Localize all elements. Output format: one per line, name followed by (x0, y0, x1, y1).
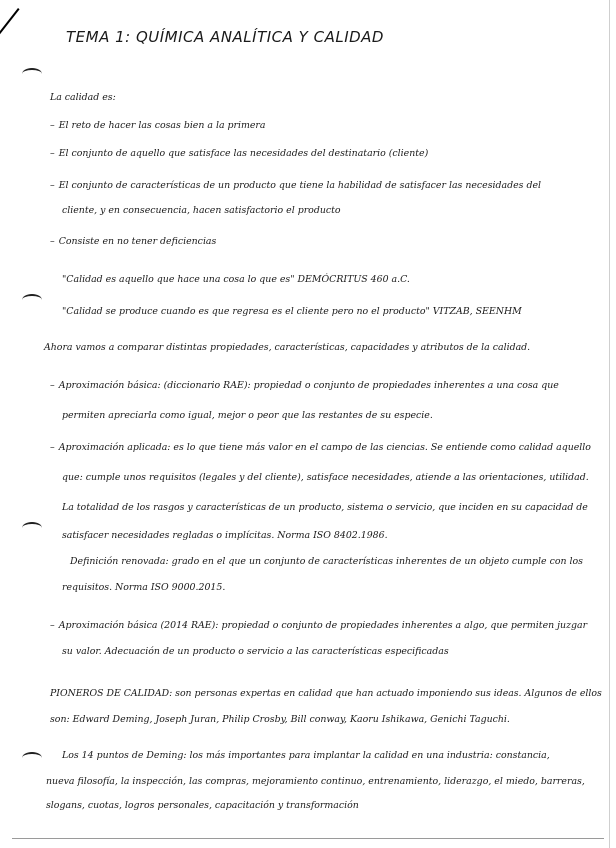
quote: "Calidad es aquello que hace una cosa lo que es" DEMÓCRITUS 460 a.C. (62, 274, 410, 285)
list-item-text: Aproximación básica (2014 RAE): propiedad o conjunto de propiedades inherentes a algo, que permiten juzgar (58, 620, 588, 631)
list-item-text: Consiste en no tener deficiencias (58, 236, 217, 247)
paragraph: slogans, cuotas, logros personales, capacitación y transformación (46, 800, 359, 811)
binder-hole-mark (22, 68, 42, 80)
list-item: – Aproximación aplicada: es lo que tiene más valor en el campo de las ciencias. Se entiende como calidad aquello (50, 442, 591, 453)
binder-hole-mark (22, 522, 42, 534)
paragraph: Ahora vamos a comparar distintas propiedades, características, capacidades y atributos de la calidad. (44, 342, 531, 353)
list-item: – El conjunto de aquello que satisface las necesidades del destinatario (cliente) (50, 148, 429, 159)
list-item-continuation: satisfacer necesidades regladas o implícitas. Norma ISO 8402.1986. (62, 530, 388, 541)
list-item-continuation: que: cumple unos requisitos (legales y del cliente), satisface necesidades, atiende a las orientaciones, utilidad. (62, 472, 589, 483)
quote: "Calidad se produce cuando es que regresa es el cliente pero no el producto" VITZAB, SEENHM (62, 306, 522, 317)
binder-hole-mark (22, 752, 42, 764)
list-item: – Aproximación básica (2014 RAE): propiedad o conjunto de propiedades inherentes a algo, que permiten juzgar (50, 620, 588, 631)
intro-text: La calidad es: (50, 92, 116, 103)
list-item-text: Aproximación básica: (diccionario RAE): propiedad o conjunto de propiedades inherentes a una cosa que (58, 380, 559, 391)
page-bottom-edge (12, 838, 604, 839)
binder-hole-mark (22, 294, 42, 306)
list-item-continuation: cliente, y en consecuencia, hacen satisfactorio el producto (62, 205, 341, 216)
list-item-continuation: Definición renovada: grado en el que un conjunto de características inherentes de un objeto cumple con los (70, 556, 583, 567)
list-item: – El reto de hacer las cosas bien a la primera (50, 120, 266, 131)
list-item-text: El conjunto de aquello que satisface las necesidades del destinatario (cliente) (58, 148, 429, 159)
paragraph: PIONEROS DE CALIDAD: son personas expertas en calidad que han actuado imponiendo sus ideas. Algunos de ellos (50, 688, 602, 699)
paragraph: Los 14 puntos de Deming: los más importantes para implantar la calidad en una industria: constancia, (62, 750, 550, 761)
list-item-text: El conjunto de características de un producto que tiene la habilidad de satisfacer las necesidades del (58, 180, 541, 191)
list-item: – El conjunto de características de un producto que tiene la habilidad de satisfacer las necesidades del (50, 180, 541, 191)
page-edge (609, 0, 610, 848)
list-item-continuation: su valor. Adecuación de un producto o servicio a las características especificadas (62, 646, 449, 657)
page-title: TEMA 1: QUÍMICA ANALÍTICA Y CALIDAD (66, 28, 384, 46)
list-item-continuation: permiten apreciarla como igual, mejor o peor que las restantes de su especie. (62, 410, 433, 421)
scan-mark (0, 8, 20, 36)
paragraph: son: Edward Deming, Joseph Juran, Philip Crosby, Bill conway, Kaoru Ishikawa, Genichi Taguchi. (50, 714, 510, 725)
list-item: – Consiste en no tener deficiencias (50, 236, 217, 247)
list-item: – Aproximación básica: (diccionario RAE): propiedad o conjunto de propiedades inherentes a una cosa que (50, 380, 559, 391)
list-item-continuation: La totalidad de los rasgos y características de un producto, sistema o servicio, que inciden en su capacidad de (62, 502, 588, 513)
list-item-continuation: requisitos. Norma ISO 9000.2015. (62, 582, 226, 593)
paragraph: nueva filosofía, la inspección, las compras, mejoramiento continuo, entrenamiento, liderazgo, el miedo, barreras, (46, 776, 585, 787)
list-item-text: El reto de hacer las cosas bien a la primera (58, 120, 266, 131)
list-item-text: Aproximación aplicada: es lo que tiene más valor en el campo de las ciencias. Se entiende como calidad aquello (58, 442, 591, 453)
